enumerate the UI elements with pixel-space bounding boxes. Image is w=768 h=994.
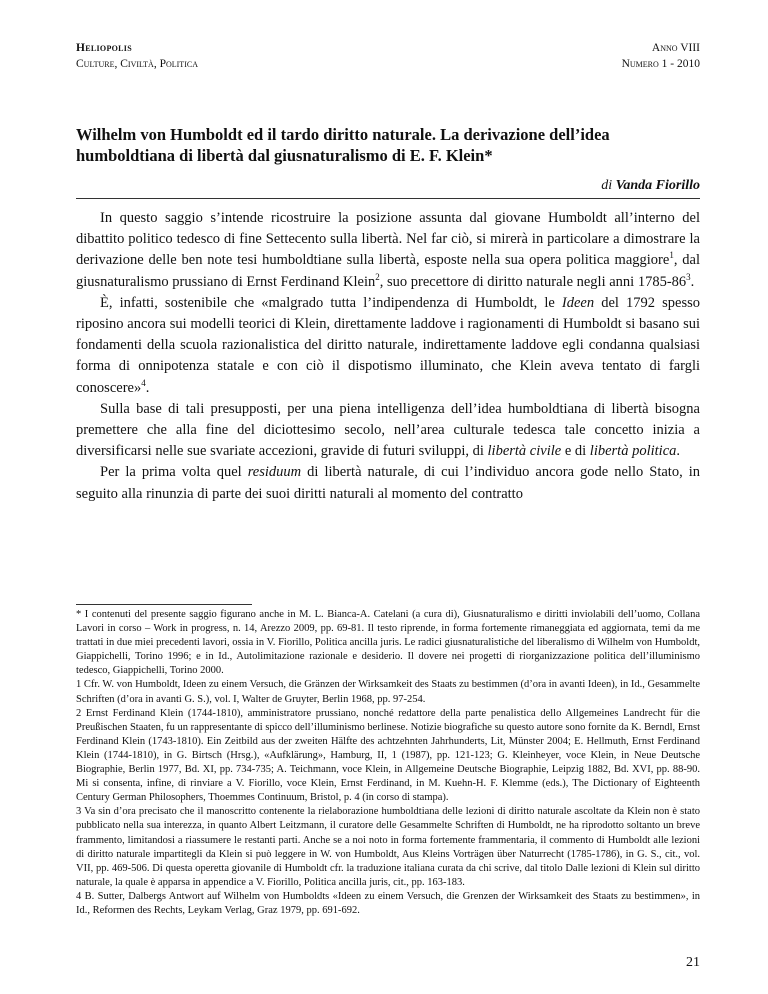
author-name: Vanda Fiorillo (615, 178, 700, 193)
footnote-star: * I contenuti del presente saggio figurano anche in M. L. Bianca-A. Catelani (a cura di), Giusnaturalismo e diritti inviolabili dell’uomo, Collana Lavori in corso – Work in progress, n. 14, Arezzo 2009, pp. 69-81. Il testo riprende, in forma fortemente rimaneggiata ed aggiornata, temi da me trattati in due miei precedenti lavori, ossia in V. Fiorillo, Politica ancilla juris. Le radici giusnaturalistiche del liberalismo di Wilhelm von Humboldt, Giappichelli, Torino 1996; e in Id., Autolimitazione razionale e desiderio. Il dovere nei progetti di riorganizzazione politica dell’illuminismo tedesco, Giappichelli, Torino 2000. (76, 609, 700, 677)
title-rule (76, 198, 700, 199)
paragraph: In questo saggio s’intende ricostruire la posizione assunta dal giovane Humboldt all’interno del dibattito politico tedesco di fine Settecento sulla libertà. Nel far ciò, si mirerà in particolare a dimostrare la derivazione delle ben note tesi humboldtiane sulla libertà, esposte nella sua opera politica maggiore$^1$, dal giusnaturalismo prussiano di Ernst Ferdinand Klein$^2$, suo precettore di diritto naturale negli anni $1785-86^3$. (76, 210, 701, 290)
footnote-2: 2 Ernst Ferdinand Klein (1744-1810), amministratore prussiano, nonché redattore della parte penalistica dello Allgemeines Landrecht für die Preußischen Staaten, fu un rappresentante di spicco dell’illuminismo berlinese. Notizie biografiche su questo autore sono fornite da K. Berndl, Ernst Ferdinand Klein (1743-1810). Ein Zeitbild aus der zweiten Hälfte des achtzehnten Jahrhunderts, Lit, Münster 2004; E. Hellmuth, Ernst Ferdinand Klein (1744-1810), in G. Birtsch (Hrsg.), «Aufklärung», Hamburg, II, 1 (1987), pp. 121-123; G. Kleinheyer, voce Klein, in Neue Deutsche Biographie, Berlin 1977, Bd. XI, pp. 734-735; A. Teichmann, voce Klein, in Allgemeine Deutsche Biographie, Leipzig 1882, Bd. XVI, pp. 88-90. Mi si consenta, infine, di rinviare a V. Fiorillo, voce Klein, Ernst Ferdinand, in M. Kuehn-H. F. Klemme (eds.), The Dictionary of Eighteenth Century German Philosophers, Thoemmes Continuum, Bristol, p. 4 (in corso di stampa). (76, 707, 700, 804)
paragraph: Sulla base di tali presupposti, per una piena intelligenza dell’idea humboldtiana di libertà bisogna premettere che alla fine del diciottesimo secolo, nell’area culturale tedesca tale concetto inizia a diversificarsi nelle sue svariate accezioni, gravide di futuri sviluppi, di libertà civile e di libertà politica. (76, 400, 700, 460)
footnote-separator (76, 604, 252, 605)
running-header-right (622, 40, 700, 72)
issue-number: Numero 1 - 2010 (621, 58, 700, 70)
footnote-ref[interactable]: 2 (375, 271, 380, 282)
footnotes (76, 608, 700, 918)
article-title: Wilhelm von Humboldt ed il tardo diritto naturale. La derivazione dell’idea humboldtiana di libertà dal giusnaturalismo di E. F. Klein* (76, 125, 610, 165)
journal-name: Heliopolis (76, 42, 132, 54)
footnote-3: 3 Va sin d’ora precisato che il manoscritto contenente la rielaborazione humboldtiana delle lezioni di diritto naturale ascoltate da Klein non è stato pubblicato nella sua interezza, in quanto Albert Leitzmann, il curatore delle Gesammelte Schriften di Humboldt, ne ha riprodotto soltanto un breve frammento, limitandosi a riassumere le restanti parti. Anche se a noi noto in forma fortemente frammentaria, il commento di Humboldt alle lezioni di diritto naturale impartitegli da Klein si può leggere in W. von Humboldt, Aus Kleins Vorträgen über Naturrecht (1785-1786), in G. S., cit., vol. VII, pp. 469-506. Di questa operetta giovanile di Humboldt cfr. la traduzione italiana curata da chi scrive, dal titolo Dalle lezioni di Klein sul diritto naturale, la quale è apparsa in appendice a V. Fiorillo, Politica ancilla juris, cit., pp. 163-183. (76, 806, 700, 888)
paragraph: Per la prima volta quel residuum di libertà naturale, di cui l’individuo ancora gode nello Stato, in seguito alla rinunzia di parte dei suoi diritti naturali al momento del contratto (76, 464, 701, 502)
author-prefix: di (601, 178, 613, 193)
footnote-4: 4 B. Sutter, Dalbergs Antwort auf Wilhelm von Humboldts «Ideen zu einem Versuch, die Grenzen der Wirksamkeit des Staats zu bestimmen», in Id., Reformen des Rechts, Leykam Verlag, Graz 1979, pp. 691-692. (76, 890, 700, 916)
body-text (76, 208, 700, 505)
footnote-ref[interactable]: 1 (669, 250, 674, 261)
volume-year: Anno VIII (651, 42, 700, 54)
page-number: 21 (686, 955, 700, 970)
author-line (601, 178, 700, 194)
footnote-1: 1 Cfr. W. von Humboldt, Ideen zu einem Versuch, die Gränzen der Wirksamkeit des Staats zu bestimmen (d’ora in avanti Ideen), in Id., Gesammelte Schriften (d’ora in avanti G. S.), vol. I, Walter de Gruyter, Berlin 1968, pp. 97-254. (76, 679, 700, 705)
footnote-ref[interactable]: 4 (141, 377, 146, 388)
footnote-ref[interactable]: 3 (686, 271, 691, 282)
journal-subtitle: Culture, Civiltà, Politica (76, 58, 198, 70)
paragraph: È, infatti, sostenibile che «malgrado tutta l’indipendenza di Humboldt, le Ideen del 1792 spesso riposino ancora sui modelli teorici di Klein, direttamente laddove i ragionamenti di Humboldt si basano sui fondamenti della scuola razionalistica del diritto naturale, indirettamente laddove egli condanna qualsiasi forma di onnipotenza statale e con ciò il dispotismo illuminato, che Klein aveva tentato di fargli conoscere»$^4$. (76, 294, 700, 396)
running-header-left (76, 40, 198, 72)
